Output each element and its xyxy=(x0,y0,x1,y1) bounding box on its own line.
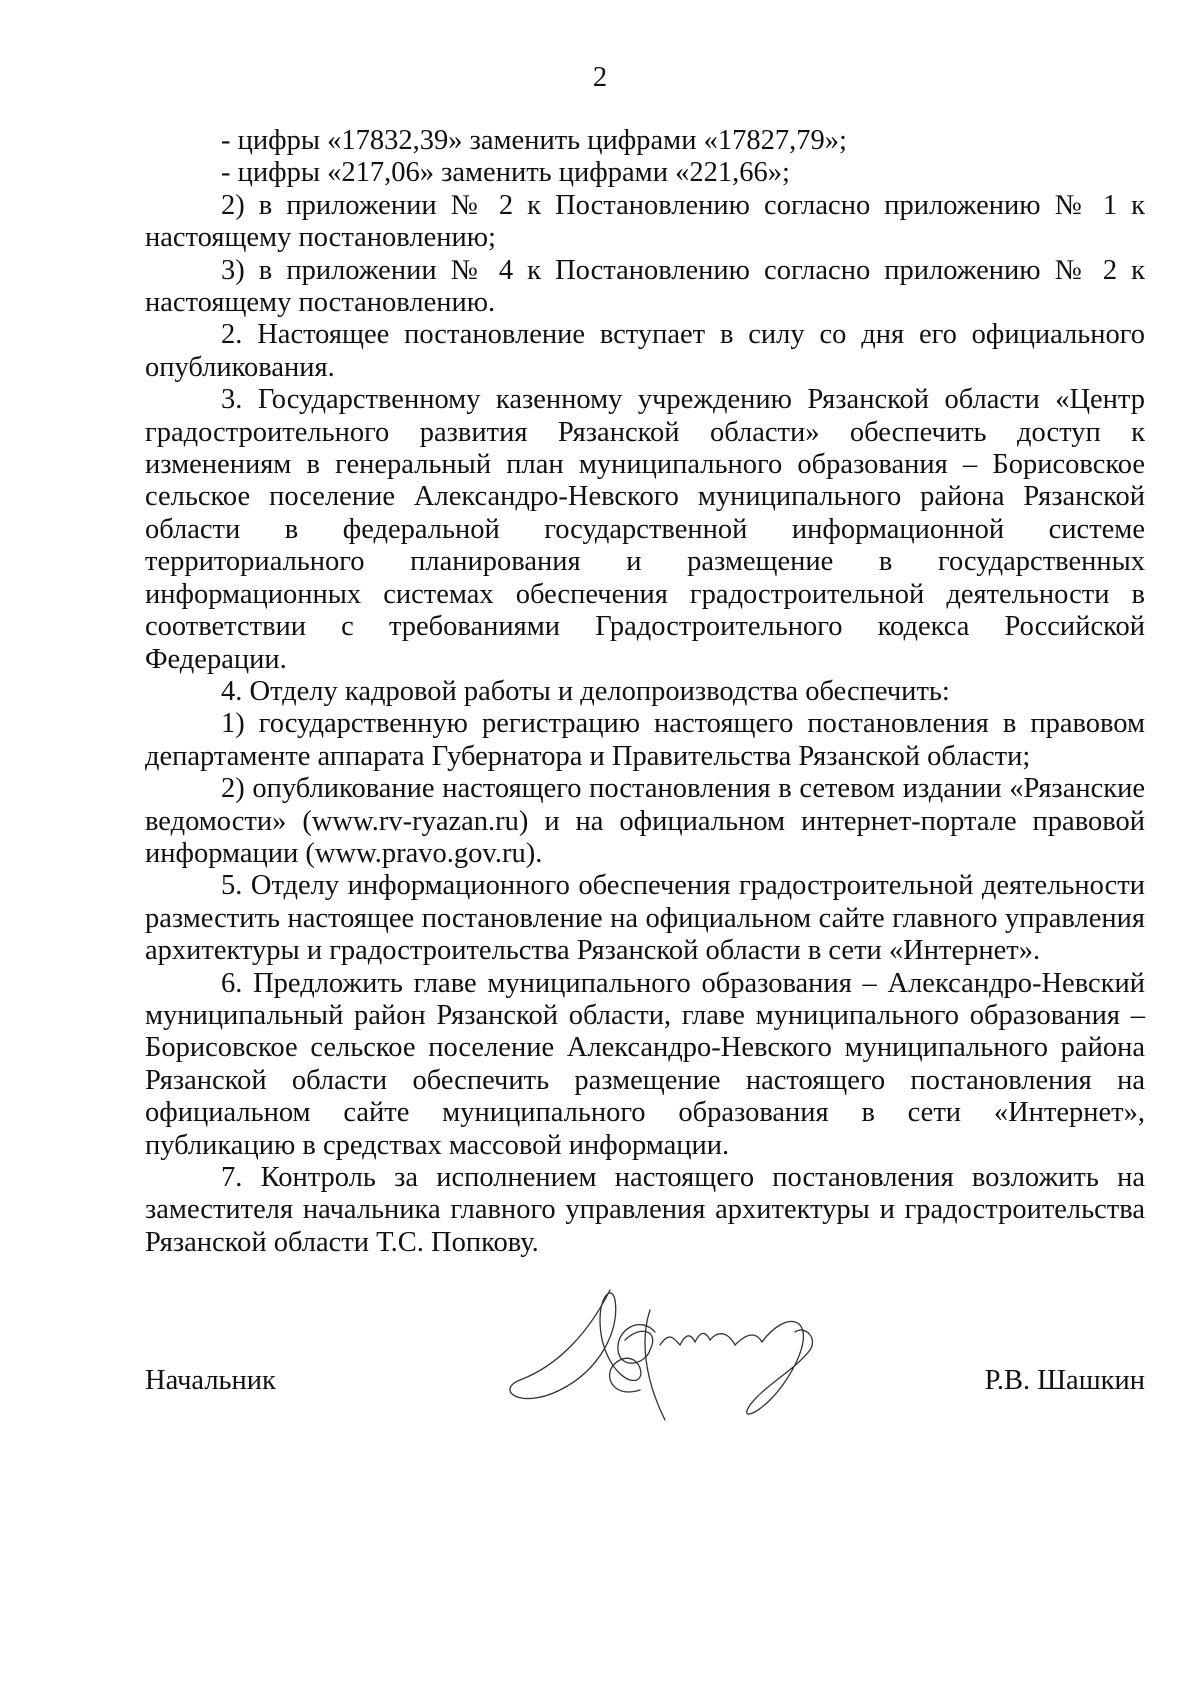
signatory-title: Начальник xyxy=(145,1365,276,1396)
page-number: 2 xyxy=(592,62,608,93)
paragraph-2: - цифры «217,06» заменить цифрами «221,66»; xyxy=(221,157,790,189)
paragraph-12: 7. Контроль за исполнением настоящего постановления возложить на заместителя начальника главного управления архитектуры и градостроительства Рязанской области Т.С. Попкову. xyxy=(145,1162,1145,1258)
document-body xyxy=(145,125,1145,1259)
paragraph-5: 2. Настоящее постановление вступает в силу со дня его официального опубликования. xyxy=(145,319,1145,383)
paragraph-10: 5. Отделу информационного обеспечения градостроительной деятельности разместить настоящее постановление на официальном сайте главного управления архитектуры и градостроительства Рязанской области в сети «Интернет». xyxy=(145,870,1145,967)
signatory-name: Р.В. Шашкин xyxy=(984,1365,1145,1396)
paragraph-6: 3. Государственному казенному учреждению Рязанской области «Центр градостроительного развития Рязанской области» обеспечить доступ к изменениям в генеральный план муниципального образования – Борисовское сельское поселение Александро-Невского муниципального района Рязанской области в федеральной государственной информационной системе территориального планирования и размещение в государственных информационных системах обеспечения градостроительной деятельности в соответствии с требованиями Градостроительного кодекса Российской Федерации. xyxy=(145,384,1145,675)
signature-block xyxy=(145,1365,1145,1405)
paragraph-4: 3) в приложении № 4 к Постановлению согласно приложению № 2 к настоящему постановлению. xyxy=(145,254,1145,319)
paragraph-7: 4. Отделу кадровой работы и делопроизводства обеспечить: xyxy=(221,675,950,707)
paragraph-3: 2) в приложении № 2 к Постановлению согласно приложению № 1 к настоящему постановлению; xyxy=(145,189,1145,254)
paragraph-11: 6. Предложить главе муниципального образования – Александро-Невский муниципальный район Рязанской области, главе муниципального образования – Борисовское сельское поселение Александро-Невского муниципального района Рязанской области обеспечить размещение настоящего постановления на официальном сайте муниципального образования в сети «Интернет», публикацию в средствах массовой информации. xyxy=(145,967,1145,1161)
paragraph-8: 1) государственную регистрацию настоящего постановления в правовом департаменте аппарата Губернатора и Правительства Рязанской области; xyxy=(145,708,1145,772)
paragraph-1: - цифры «17832,39» заменить цифрами «17827,79»; xyxy=(221,125,847,156)
handwritten-signature xyxy=(500,1270,840,1440)
paragraph-9: 2) опубликование настоящего постановления в сетевом издании «Рязанские ведомости» (www.rv-ryazan.ru) и на официальном интернет-портале правовой информации (www.pravo.gov.ru). xyxy=(145,773,1145,869)
